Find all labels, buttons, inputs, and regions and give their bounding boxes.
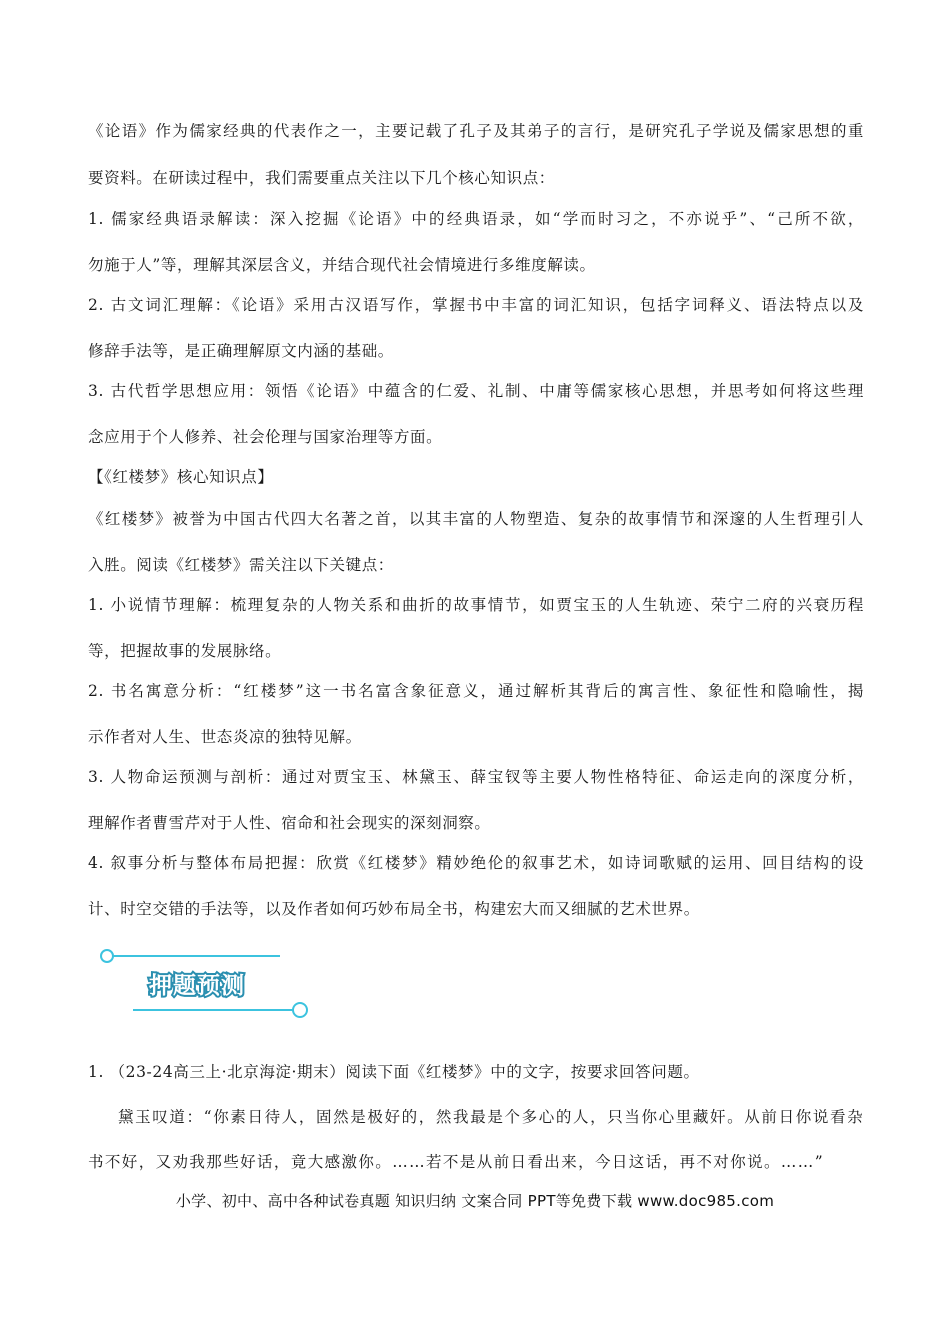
- honglou-item4-line1: 4. 叙事分析与整体布局把握：欣赏《红楼梦》精妙绝伦的叙事艺术，如诗词歌赋的运用、回目结构的设: [88, 854, 864, 872]
- honglou-intro-line1: 《红楼梦》被誉为中国古代四大名著之首，以其丰富的人物塑造、复杂的故事情节和深邃的人生哲理引人: [88, 510, 864, 528]
- lunyu-item2-line1: 2. 古文词汇理解：《论语》采用古汉语写作，掌握书中丰富的词汇知识，包括字词释义、语法特点以及: [88, 296, 864, 314]
- question-stem: 1. （23-24高三上·北京海淀·期末）阅读下面《红楼梦》中的文字，按要求回答问题。: [88, 1063, 700, 1081]
- lunyu-item1-line2: 勿施于人”等，理解其深层含义，并结合现代社会情境进行多维度解读。: [88, 256, 596, 274]
- question-quote-line2: 书不好，又劝我那些好话，竟大感激你。……若不是从前日看出来，今日这话，再不对你说。……”: [88, 1153, 825, 1171]
- honglou-item1-line2: 等，把握故事的发展脉络。: [88, 642, 282, 660]
- honglou-item3-line2: 理解作者曹雪芹对于人性、宿命和社会现实的深刻洞察。: [88, 814, 491, 832]
- lunyu-intro-line1: 《论语》作为儒家经典的代表作之一，主要记载了孔子及其弟子的言行，是研究孔子学说及儒家思想的重: [88, 122, 864, 140]
- banner-right-circle-icon: [293, 1003, 307, 1017]
- honglou-item2-line1: 2. 书名寓意分析：“红楼梦”这一书名富含象征意义，通过解析其背后的寓言性、象征性和隐喻性，揭: [88, 682, 864, 700]
- honglou-item1-line1: 1. 小说情节理解：梳理复杂的人物关系和曲折的故事情节，如贾宝玉的人生轨迹、荣宁二府的兴衰历程: [88, 596, 864, 614]
- lunyu-item2-line2: 修辞手法等，是正确理解原文内涵的基础。: [88, 342, 394, 360]
- honglou-item4-line2: 计、时空交错的手法等，以及作者如何巧妙布局全书，构建宏大而又细腻的艺术世界。: [88, 900, 700, 918]
- lunyu-intro-line2: 要资料。在研读过程中，我们需要重点关注以下几个核心知识点：: [88, 169, 555, 187]
- lunyu-item1-line1: 1. 儒家经典语录解读：深入挖掘《论语》中的经典语录，如“学而时习之，不亦说乎”、“己所不欲，: [88, 210, 864, 228]
- honglou-intro-line2: 入胜。阅读《红楼梦》需关注以下关键点：: [88, 556, 394, 574]
- question-quote-line1: 黛玉叹道：“你素日待人，固然是极好的，然我最是个多心的人，只当你心里藏奸。从前日你说看杂: [118, 1108, 864, 1126]
- lunyu-item3-line1: 3. 古代哲学思想应用：领悟《论语》中蕴含的仁爱、礼制、中庸等儒家核心思想，并思考如何将这些理: [88, 382, 864, 400]
- lunyu-item3-line2: 念应用于个人修养、社会伦理与国家治理等方面。: [88, 428, 443, 446]
- honglou-item2-line2: 示作者对人生、世态炎凉的独特见解。: [88, 728, 362, 746]
- banner-title: 押题预测: [149, 973, 245, 999]
- page-footer: 小学、初中、高中各种试卷真题 知识归纳 文案合同 PPT等免费下载 www.doc985.com: [175, 1192, 775, 1210]
- honglou-item3-line1: 3. 人物命运预测与剖析：通过对贾宝玉、林黛玉、薛宝钗等主要人物性格特征、命运走向的深度分析，: [88, 768, 864, 786]
- banner-left-circle-icon: [101, 950, 113, 962]
- prediction-banner: [95, 940, 320, 1025]
- honglou-heading: 【《红楼梦》核心知识点】: [88, 468, 274, 486]
